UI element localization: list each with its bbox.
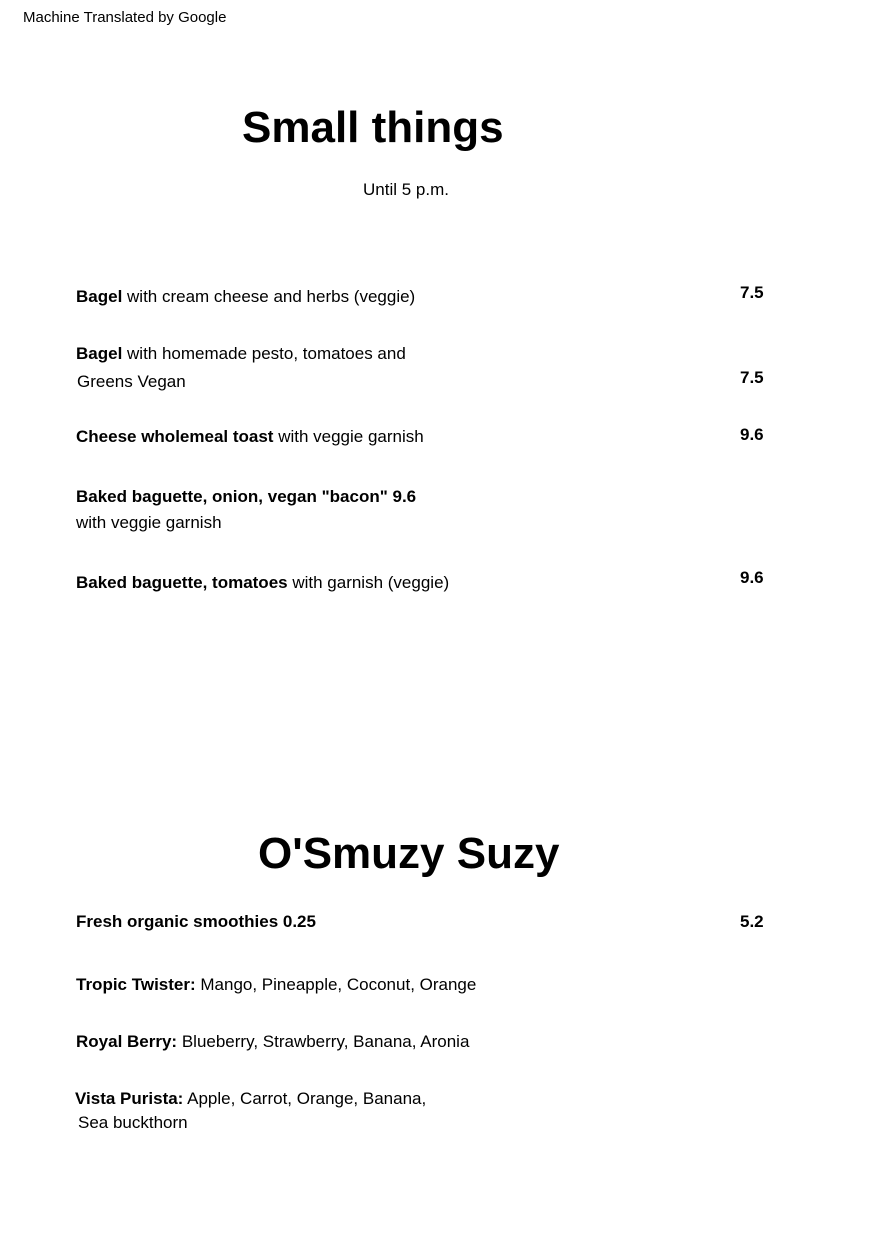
item-description-line2: Sea buckthorn <box>78 1113 188 1132</box>
item-name: Bagel <box>76 287 123 306</box>
item-description: with garnish (veggie) <box>287 573 450 592</box>
item-name: Cheese wholemeal toast <box>76 427 274 446</box>
item-price: 7.5 <box>740 368 764 387</box>
item-name: Fresh organic smoothies 0.25 <box>76 912 316 931</box>
menu-item-tropic-twister <box>76 975 476 995</box>
item-name: Baked baguette, tomatoes <box>76 573 288 592</box>
item-name: Bagel <box>76 344 123 363</box>
item-name: Royal Berry: <box>76 1032 178 1051</box>
item-name: Tropic Twister: <box>76 975 196 994</box>
menu-item-vista-purista <box>75 1089 426 1109</box>
menu-item-cheese-toast <box>76 427 424 447</box>
menu-item-bagel-pesto <box>76 344 406 364</box>
item-description: Apple, Carrot, Orange, Banana, <box>183 1089 427 1108</box>
item-price: 9.6 <box>740 568 764 587</box>
item-description-line2: with veggie garnish <box>76 513 222 532</box>
translation-banner: Machine Translated by Google <box>23 9 227 26</box>
menu-item-royal-berry <box>76 1032 469 1052</box>
item-name: Vista Purista: <box>75 1089 184 1108</box>
menu-item-bagel-cream-cheese <box>76 287 415 307</box>
item-description: Mango, Pineapple, Coconut, Orange <box>195 975 477 994</box>
section-subtitle: Until 5 p.m. <box>363 180 449 199</box>
item-name: Baked baguette, onion, vegan "bacon" 9.6 <box>76 487 417 506</box>
item-price: 9.6 <box>740 425 764 444</box>
item-price: 5.2 <box>740 912 764 931</box>
menu-item-baguette-tomatoes <box>76 573 449 593</box>
item-price: 7.5 <box>740 283 764 302</box>
item-description: with homemade pesto, tomatoes and <box>122 344 406 363</box>
section-title-smoothies: O'Smuzy Suzy <box>258 829 560 878</box>
item-description: with veggie garnish <box>273 427 424 446</box>
menu-item-fresh-smoothies <box>76 912 316 932</box>
item-description-line2: Greens Vegan <box>77 372 186 391</box>
section-title-small-things: Small things <box>242 103 504 152</box>
item-description: Blueberry, Strawberry, Banana, Aronia <box>177 1032 470 1051</box>
menu-item-baguette-onion <box>76 487 416 507</box>
item-description: with cream cheese and herbs (veggie) <box>122 287 416 306</box>
